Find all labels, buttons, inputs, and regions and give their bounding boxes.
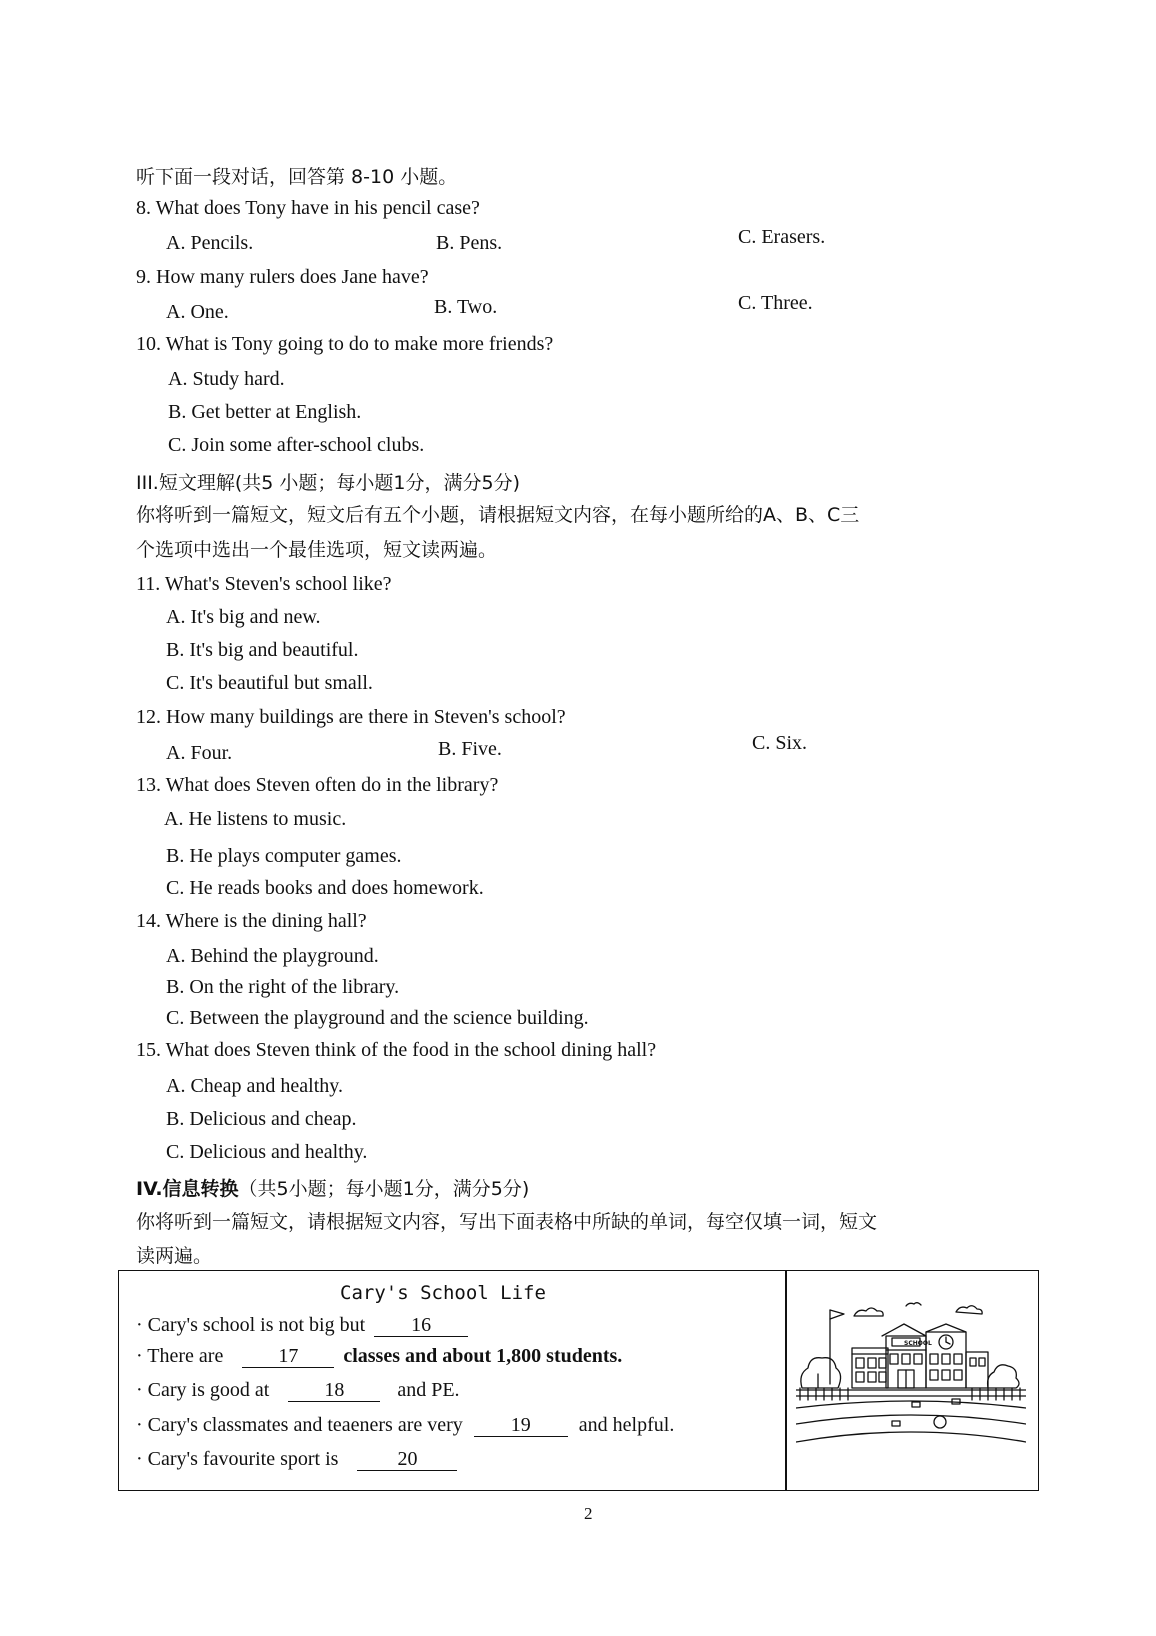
info-line-1-text: · Cary's school is not big but xyxy=(136,1314,366,1336)
question-15-option-b: B. Delicious and cheap. xyxy=(166,1108,357,1130)
section-4-title-bold: IV.信息转换 xyxy=(136,1178,239,1200)
question-8-option-b: B. Pens. xyxy=(436,232,503,254)
info-line-2-text: · There are xyxy=(136,1345,224,1367)
info-line-5 xyxy=(136,1448,457,1471)
info-line-4-text-after: and helpful. xyxy=(578,1414,675,1436)
question-9-option-c: C. Three. xyxy=(738,292,813,314)
page-number: 2 xyxy=(584,1504,593,1523)
question-11-stem: 11. What's Steven's school like? xyxy=(136,573,392,595)
school-sign: SCHOOL xyxy=(904,1340,932,1347)
question-10-option-c: C. Join some after-school clubs. xyxy=(168,434,425,456)
blank-16[interactable]: 16 xyxy=(374,1315,468,1337)
question-15-option-a: A. Cheap and healthy. xyxy=(166,1075,343,1097)
listening-instruction-8-10: 听下面一段对话，回答第 8-10 小题。 xyxy=(136,166,458,188)
section-3-instruction-line-1: 你将听到一篇短文，短文后有五个小题，请根据短文内容，在每小题所给的A、B、C三 xyxy=(136,504,860,526)
section-4-instruction-line-2: 读两遍。 xyxy=(136,1245,213,1267)
section-4-title xyxy=(136,1174,529,1201)
info-line-2 xyxy=(136,1345,622,1368)
info-line-3 xyxy=(136,1379,460,1402)
question-8-stem: 8. What does Tony have in his pencil case? xyxy=(136,197,480,219)
info-line-1 xyxy=(136,1314,468,1337)
section-3-title: III.短文理解(共5 小题；每小题1分，满分5分) xyxy=(136,472,520,494)
question-12-option-a: A. Four. xyxy=(166,742,233,764)
question-14-option-c: C. Between the playground and the science building. xyxy=(166,1007,589,1029)
blank-20[interactable]: 20 xyxy=(357,1449,457,1471)
info-line-4-text: · Cary's classmates and teaeners are very xyxy=(136,1414,463,1436)
question-11-option-b: B. It's big and beautiful. xyxy=(166,639,359,661)
question-10-option-b: B. Get better at English. xyxy=(168,401,362,423)
info-table-title: Cary's School Life xyxy=(340,1282,546,1304)
info-line-3-text-after: and PE. xyxy=(397,1379,460,1401)
question-15-option-c: C. Delicious and healthy. xyxy=(166,1141,368,1163)
question-9-option-b: B. Two. xyxy=(434,296,498,318)
question-13-option-c: C. He reads books and does homework. xyxy=(166,877,484,899)
blank-17[interactable]: 17 xyxy=(242,1346,334,1368)
info-table-divider xyxy=(785,1270,787,1491)
question-14-option-a: A. Behind the playground. xyxy=(166,945,379,967)
info-line-2-text-after: classes and about 1,800 students. xyxy=(343,1345,623,1367)
question-8-option-a: A. Pencils. xyxy=(166,232,254,254)
section-3-instruction-line-2: 个选项中选出一个最佳选项，短文读两遍。 xyxy=(136,539,498,561)
section-4-instruction-line-1: 你将听到一篇短文，请根据短文内容，写出下面表格中所缺的单词，每空仅填一词，短文 xyxy=(136,1211,878,1233)
info-line-5-text: · Cary's favourite sport is xyxy=(136,1448,339,1470)
question-9-stem: 9. How many rulers does Jane have? xyxy=(136,266,429,288)
question-14-option-b: B. On the right of the library. xyxy=(166,976,400,998)
question-11-option-c: C. It's beautiful but small. xyxy=(166,672,373,694)
question-8-option-c: C. Erasers. xyxy=(738,226,826,248)
question-15-stem: 15. What does Steven think of the food in the school dining hall? xyxy=(136,1039,657,1061)
section-4-title-rest: （共5小题；每小题1分，满分5分) xyxy=(238,1178,530,1200)
question-13-stem: 13. What does Steven often do in the library? xyxy=(136,774,499,796)
question-12-stem: 12. How many buildings are there in Steven's school? xyxy=(136,706,566,728)
school-illustration xyxy=(796,1292,1026,1454)
blank-18[interactable]: 18 xyxy=(288,1380,380,1402)
question-10-option-a: A. Study hard. xyxy=(168,368,285,390)
question-11-option-a: A. It's big and new. xyxy=(166,606,321,628)
blank-19[interactable]: 19 xyxy=(474,1415,568,1437)
question-9-option-a: A. One. xyxy=(166,301,229,323)
question-13-option-b: B. He plays computer games. xyxy=(166,845,402,867)
question-14-stem: 14. Where is the dining hall? xyxy=(136,910,367,932)
question-10-stem: 10. What is Tony going to do to make more friends? xyxy=(136,333,554,355)
info-line-4 xyxy=(136,1414,674,1437)
question-12-option-b: B. Five. xyxy=(438,738,502,760)
info-line-3-text: · Cary is good at xyxy=(136,1379,270,1401)
question-13-option-a: A. He listens to music. xyxy=(164,808,347,830)
question-12-option-c: C. Six. xyxy=(752,732,808,754)
